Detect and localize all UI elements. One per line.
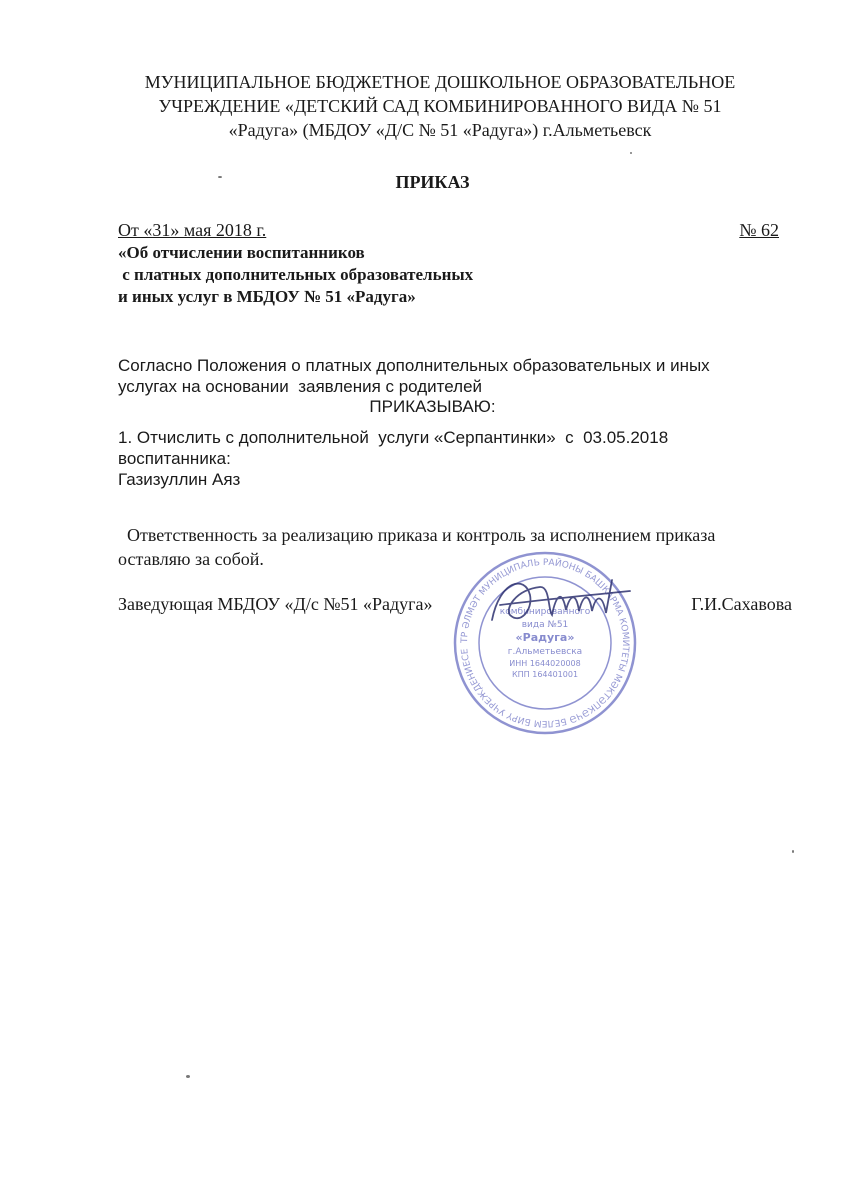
order-directive-heading: ПРИКАЗЫВАЮ:: [369, 397, 496, 416]
basis-line-2: услугах на основании заявления с родителей: [118, 377, 483, 396]
scan-speck: [630, 152, 632, 154]
document-title: ПРИКАЗ: [395, 172, 470, 192]
scan-speck: [218, 176, 222, 178]
scan-speck: [792, 850, 794, 853]
stamp-line-6: КПП 164401001: [511, 670, 579, 679]
order-basis: [118, 355, 798, 397]
subject-line-1: «Об отчислении воспитанников: [118, 243, 365, 262]
scan-speck: [186, 1075, 190, 1078]
item-line-2: воспитанника:: [118, 449, 231, 468]
order-number: № 62: [739, 220, 779, 240]
responsibility-line-1: Ответственность за реализацию приказа и контроль за исполнением приказа: [118, 525, 716, 545]
stamp-outer-text: ТР ӘЛМӘТ МУНИЦИПАЛЬ РАЙОНЫ БАШКАРМА КОМИТЕТЫ МӘКТӘПКӘЧӘ БЕЛЕМ БИРҮ УЧРЕЖДЕНИЕСЕ: [459, 557, 631, 729]
order-items: [118, 427, 668, 490]
responsibility-line-2: оставляю за собой.: [118, 549, 264, 569]
subject-line-3: и иных услуг в МБДОУ № 51 «Радуга»: [118, 287, 416, 306]
stamp-line-2: вида №51: [521, 620, 569, 630]
stamp-line-3: «Радуга»: [515, 631, 575, 644]
signer-position: Заведующая МБДОУ «Д/с №51 «Радуга»: [118, 594, 433, 614]
handwritten-signature: [480, 565, 640, 645]
basis-line-1: Согласно Положения о платных дополнительных образовательных и иных: [118, 356, 710, 375]
stamp-line-1: комбинированного: [499, 607, 591, 617]
stamp-line-5: ИНН 1644020008: [509, 659, 581, 668]
organization-header: [60, 70, 820, 142]
header-line-3: «Радуга» (МБДОУ «Д/С № 51 «Радуга») г.Альметьевск: [228, 120, 652, 140]
header-line-2: УЧРЕЖДЕНИЕ «ДЕТСКИЙ САД КОМБИНИРОВАННОГО ВИДА № 51: [158, 96, 722, 116]
order-subject: [118, 242, 473, 308]
order-date: От «31» мая 2018 г.: [118, 220, 267, 240]
stamp-line-4: г.Альметьевска: [507, 647, 583, 657]
item-line-1: 1. Отчислить с дополнительной услуги «Серпантинки» с 03.05.2018: [118, 428, 669, 447]
signer-name: Г.И.Сахавова: [691, 594, 792, 614]
subject-line-2: с платных дополнительных образовательных: [118, 265, 474, 284]
header-line-1: МУНИЦИПАЛЬНОЕ БЮДЖЕТНОЕ ДОШКОЛЬНОЕ ОБРАЗОВАТЕЛЬНОЕ: [144, 72, 736, 92]
item-line-3: Газизуллин Аяз: [118, 470, 241, 489]
